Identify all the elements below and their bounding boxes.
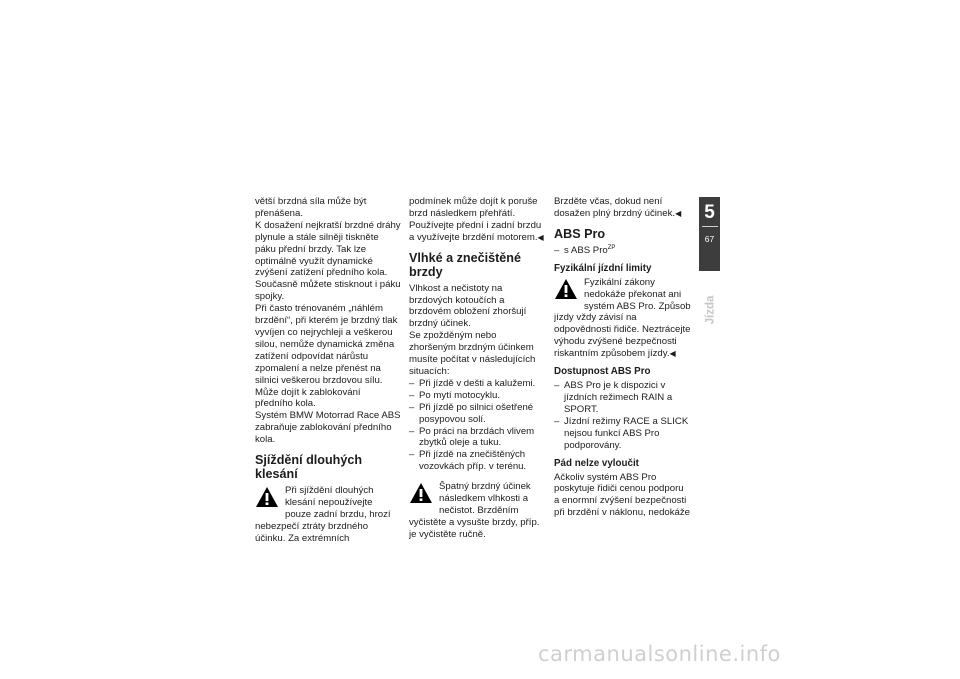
- warning-block: [255, 485, 401, 545]
- subheading-physical-limits: Fyzikální jízdní limity: [554, 262, 652, 274]
- list-item: – ABS Pro je k dispozici v jízdních režimech RAIN a SPORT.: [554, 380, 691, 416]
- paragraph: Brzděte včas, dokud není dosažen plný brzdný účinek.◀: [554, 196, 682, 219]
- warning-block: [409, 481, 546, 541]
- availability-list: [554, 380, 691, 451]
- text-column-3: [554, 196, 691, 519]
- list-item: – Při jízdě po silnici ošetřené posypovou solí.: [409, 402, 546, 426]
- list-item: – Při jízdě na znečištěných vozovkách příp. v terénu.: [409, 449, 546, 473]
- subheading-fall-risk: Pád nelze vyloučit: [554, 457, 639, 469]
- option-code: ZP: [607, 244, 616, 251]
- paragraph: podmínek může dojít k poruše brzd následkem přehřátí.: [409, 196, 538, 219]
- paragraph: Při často trénovaném „náhlém brzdění“, při kterém je brzdný tlak vyvíjen co nejrychleji a veškerou silou, nemůže dynamická změna zatížení odpovídat nárůstu zpomalení a nelze přenést na silnici veškerou brzdovou sílu. Může dojít k zablokování předního kola.: [255, 303, 398, 410]
- end-mark-icon: ◀: [669, 349, 676, 359]
- warning-icon: [409, 482, 433, 504]
- paragraph: Používejte přední i zadní brzdu a využívejte brzdění motorem.◀: [409, 219, 544, 243]
- list-item: – Při jízdě v dešti a kalužemi.: [409, 378, 546, 390]
- option-item: – s ABS Pro$^{ZP}$: [554, 245, 691, 257]
- section-heading-wet-brakes: Vlhké a znečištěné brzdy: [409, 250, 521, 279]
- section-heading-abs-pro: ABS Pro: [554, 226, 606, 241]
- paragraph: Vlhkost a nečistoty na brzdových kotoučích a brzdovém obložení zhoršují brzdný účinek.: [409, 282, 527, 330]
- section-title: Jízda: [704, 295, 717, 325]
- chapter-number: 5: [704, 202, 715, 223]
- paragraph: větší brzdná síla může být přenášena.: [255, 196, 367, 219]
- page-number: 67: [704, 234, 715, 244]
- warning-text: Při sjíždění dlouhých klesání nepoužívejte pouze zadní brzdu, hrozí nebezpečí ztráty brzdného účinku. Za extrémních: [255, 485, 391, 544]
- list-item: – Po mytí motocyklu.: [409, 390, 546, 402]
- warning-block: [554, 277, 691, 360]
- watermark: carmanualsonline.info: [538, 642, 781, 666]
- list-item: – Po práci na brzdách vlivem zbytků oleje a tuku.: [409, 426, 546, 450]
- divider: [702, 226, 718, 227]
- paragraph: Ačkoliv systém ABS Pro poskytuje řidiči cenou podporu a enormní zvýšení bezpečnosti při brzdění v náklonu, nedokáže: [554, 471, 690, 519]
- warning-icon: [255, 486, 279, 508]
- section-heading-descents: Sjíždění dlouhých klesání: [255, 453, 363, 482]
- option-list: [554, 245, 691, 257]
- list-item: – Jízdní režimy RACE a SLICK nejsou funkcí ABS Pro podporovány.: [554, 416, 691, 452]
- warning-text: Fyzikální zákony nedokáže překonat ani systém ABS Pro. Způsob jízdy vždy závisí na odpovědnosti řidiče. Neztrácejte výhodu zvýšené bezpečnosti riskantním způsobem jízdy.◀: [554, 276, 691, 360]
- chapter-tab: [699, 197, 720, 271]
- paragraph: K dosažení nejkratší brzdné dráhy plynule a stále silněji tiskněte páku přední brzdy. Tak lze optimálně využít dynamické zvýšení zatížení předního kola. Současně můžete stisknout i páku spojky.: [255, 219, 401, 303]
- subheading-availability: Dostupnost ABS Pro: [554, 366, 651, 378]
- end-mark-icon: ◀: [537, 232, 544, 242]
- paragraph: Se zpožděným nebo zhoršeným brzdným účinkem musíte počítat v následujících situacích:: [409, 330, 536, 377]
- section-label: [696, 290, 724, 330]
- text-column-1: [255, 196, 401, 545]
- situation-list: [409, 378, 546, 473]
- warning-text: Špatný brzdný účinek následkem vlhkosti a nečistot. Brzděním vyčistěte a vysušte brzdy, příp. je vyčistěte ručně.: [409, 481, 540, 540]
- paragraph: Systém BMW Motorrad Race ABS zabraňuje zablokování předního kola.: [255, 410, 401, 446]
- end-mark-icon: ◀: [675, 208, 682, 218]
- warning-icon: [554, 278, 578, 300]
- text-column-2: [409, 196, 546, 541]
